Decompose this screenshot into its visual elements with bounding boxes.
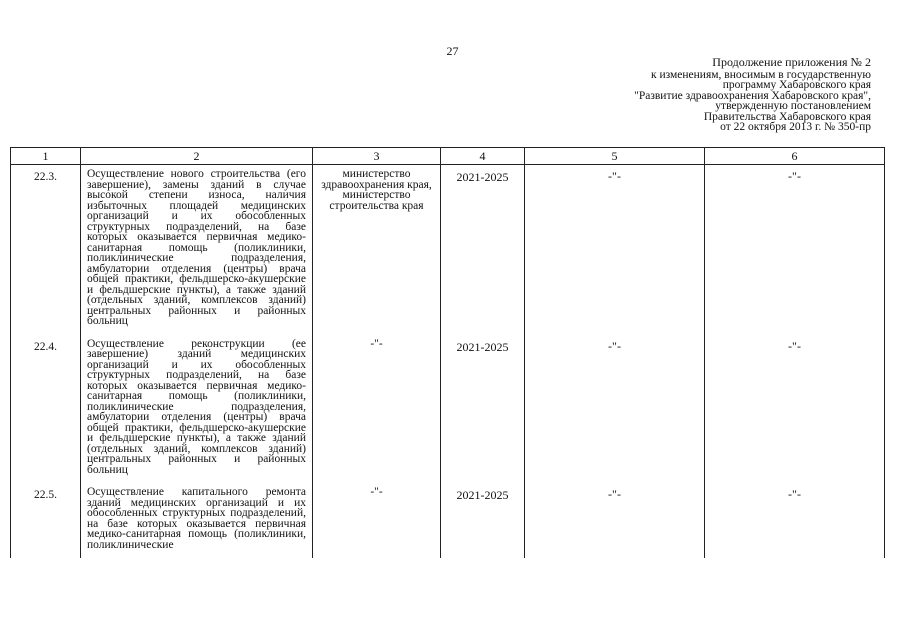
row-period: 2021-2025 (441, 483, 525, 558)
appendix-header (634, 57, 871, 133)
column-header: 1 (11, 148, 81, 165)
row-responsible: -"- (313, 483, 441, 558)
row-number: 22.4. (11, 335, 81, 484)
row-description: Осуществление нового строительства (его завершение), замены зданий в случае высокой степени износа, наличия избыточных площадей медицинских организаций и их обособленных структурных подразделений, на базе которых оказывается первичная медико-санитарная помощь (поликлиники, поликлинические подразделения, амбулатории отделения (центры) врача общей практики, фельдшерско-акушерские и фельдшерские пункты), а также зданий (отдельных зданий, комплексов зданий) центральных районных и районных больниц (81, 165, 313, 335)
column-header: 6 (705, 148, 885, 165)
row-col6: -"- (705, 335, 885, 484)
table-row (11, 165, 885, 335)
appendix-line: утвержденную постановлением (715, 100, 871, 112)
appendix-line: к изменениям, вносимым в государственную (651, 68, 871, 81)
column-header: 2 (81, 148, 313, 165)
row-responsible: -"- (313, 335, 441, 484)
row-col5: -"- (525, 335, 705, 484)
table-row (11, 335, 885, 484)
row-col5: -"- (525, 483, 705, 558)
appendix-line: "Развитие здравоохранения Хабаровского края", (634, 89, 871, 102)
row-period: 2021-2025 (441, 165, 525, 335)
column-header: 5 (525, 148, 705, 165)
row-responsible: министерство здравоохранения края, министерство строительства края (313, 165, 441, 335)
row-number: 22.3. (11, 165, 81, 335)
measures-table (10, 147, 885, 558)
appendix-line: программу Хабаровского края (722, 79, 871, 91)
row-period: 2021-2025 (441, 335, 525, 484)
table-row (11, 483, 885, 558)
appendix-line: от 22 октября 2013 г. № 350-пр (720, 121, 871, 133)
row-number: 22.5. (11, 483, 81, 558)
column-header: 4 (441, 148, 525, 165)
table-header-row (11, 148, 885, 165)
row-col6: -"- (705, 483, 885, 558)
row-description: Осуществление реконструкции (ее завершение) зданий медицинских организаций и их обособленных структурных подразделений, на базе которых оказывается первичная медико-санитарная помощь (поликлиники, поликлинические подразделения, амбулатории отделения (центры) врача общей практики, фельдшерско-акушерские и фельдшерские пункты), а также зданий (отдельных зданий, комплексов зданий) центральных районных и районных больниц (81, 335, 313, 484)
row-col6: -"- (705, 165, 885, 335)
row-col5: -"- (525, 165, 705, 335)
appendix-line: Правительства Хабаровского края (703, 110, 871, 123)
row-description: Осуществление капитального ремонта зданий медицинских организаций и их обособленных структурных подразделений, на базе которых оказывается первичная медико-санитарная помощь (поликлиники, поликлинические (81, 483, 313, 558)
column-header: 3 (313, 148, 441, 165)
appendix-title: Продолжение приложения № 2 (712, 55, 871, 69)
page-number: 27 (446, 44, 459, 58)
